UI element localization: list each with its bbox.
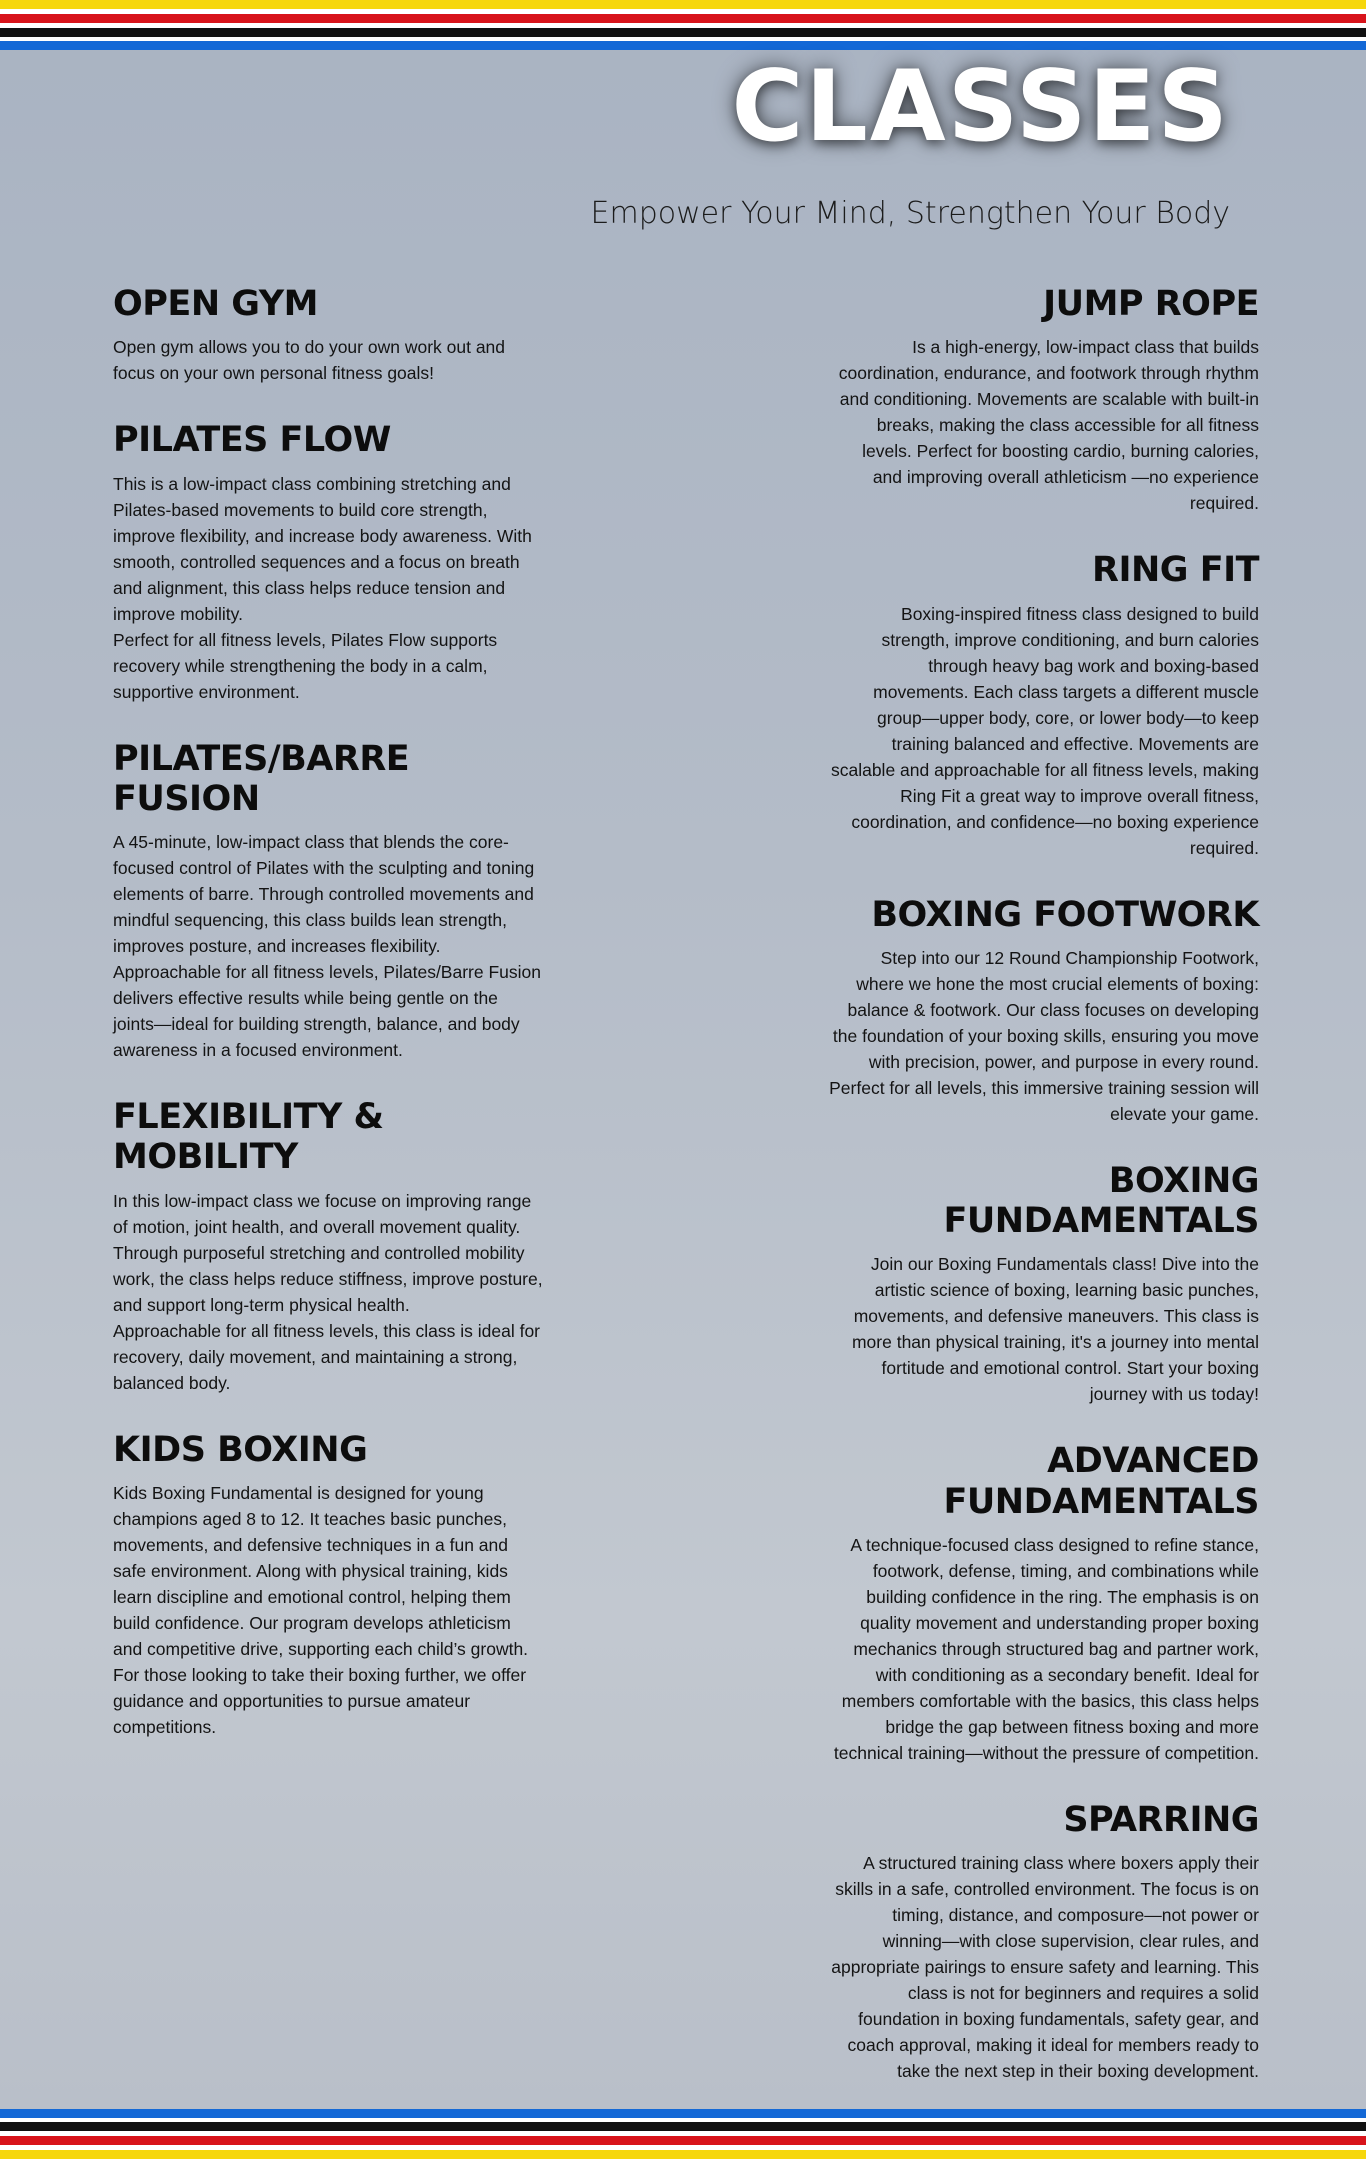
right-class-column: [829, 284, 1259, 2118]
class-title: FLEXIBILITY & MOBILITY: [113, 1097, 384, 1178]
class-description: Is a high-energy, low-impact class that builds coordination, endurance, and footwork through rhythm and conditioning. Movements are scalable with built-in breaks, making the class accessible for all fitness levels. Perfect for boosting cardio, burning calories, and improving overall athleticism —no experience required.: [838, 337, 1259, 514]
class-section: [113, 1097, 543, 1396]
class-description: Kids Boxing Fundamental is designed for young champions aged 8 to 12. It teaches basic punches, movements, and defensive techniques in a fun and safe environment. Along with physical training, kids learn discipline and emotional control, helping them build confidence. Our program develops athleticism and competitive drive, supporting each child’s growth. For those looking to take their boxing further, we offer guidance and opportunities to pursue amateur competitions.: [113, 1482, 529, 1737]
class-section: [829, 550, 1259, 860]
class-description: This is a low-impact class combining stretching and Pilates-based movements to build core strength, improve flexibility, and increase body awareness. With smooth, controlled sequences and a focus on breath and alignment, this class helps reduce tension and improve mobility.: [113, 473, 532, 624]
class-title: BOXING FOOTWORK: [871, 894, 1259, 935]
class-section: [829, 1161, 1259, 1408]
bottom-stripe-band: [0, 2109, 1366, 2159]
class-title: PILATES/BARRE FUSION: [113, 738, 410, 819]
stripe-red: [0, 14, 1366, 23]
class-section: [113, 739, 543, 1064]
class-title: JUMP ROPE: [1043, 284, 1259, 324]
class-description: Boxing-inspired fitness class designed to build strength, improve conditioning, and burn calories through heavy bag work and boxing-based movements. Each class targets a different muscle group—upper body, core, or lower body—to keep training balanced and effective. Movements are scalable and approachable for all fitness levels, making Ring Fit a great way to improve overall fitness, coordination, and confidence—no boxing experience required.: [830, 603, 1259, 858]
class-description: In this low-impact class we focuse on improving range of motion, joint health, and overall movement quality. Through purposeful stretching and controlled mobility work, the class helps reduce stiffness, improve posture, and support long-term physical health.: [113, 1190, 543, 1315]
class-description: Perfect for all fitness levels, Pilates Flow supports recovery while strengthening the body in a calm, supportive environment.: [113, 629, 498, 702]
stripe-blue: [0, 41, 1366, 50]
stripe-black: [0, 28, 1366, 37]
class-title: SPARRING: [1063, 1799, 1259, 1840]
class-description: Open gym allows you to do your own work out and focus on your own personal fitness goals!: [113, 337, 506, 384]
class-section: [829, 1441, 1259, 1766]
tagline: Empower Your Mind, Strengthen Your Body: [590, 196, 1230, 231]
stripe-blue: [0, 2109, 1366, 2118]
class-section: [829, 284, 1259, 516]
class-title: PILATES FLOW: [113, 420, 391, 461]
left-class-column: [113, 284, 543, 1774]
stripe-yellow: [0, 0, 1366, 9]
class-title: RING FIT: [1092, 550, 1259, 591]
stripe-red: [0, 2136, 1366, 2145]
class-section: [829, 895, 1259, 1127]
class-section: [113, 284, 543, 386]
class-title: BOXING FUNDAMENTALS: [943, 1160, 1259, 1241]
class-description: Approachable for all fitness levels, Pilates/Barre Fusion delivers effective results while being gentle on the joints—ideal for building strength, balance, and body awareness in a focused environment.: [113, 962, 541, 1060]
class-section: [113, 420, 543, 704]
class-description: A 45-minute, low-impact class that blends the core-focused control of Pilates with the sculpting and toning elements of barre. Through controlled movements and mindful sequencing, this class builds lean strength, improves posture, and increases flexibility.: [113, 832, 535, 956]
stripe-yellow: [0, 2150, 1366, 2159]
class-title: ADVANCED FUNDAMENTALS: [943, 1441, 1259, 1522]
class-description: A technique-focused class designed to refine stance, footwork, defense, timing, and combinations while building confidence in the ring. The emphasis is on quality movement and understanding proper boxing mechanics through structured bag and partner work, with conditioning as a secondary benefit. Ideal for members comfortable with the basics, this class helps bridge the gap between fitness boxing and more technical training—without the pressure of competition.: [833, 1534, 1259, 1763]
class-description: Approachable for all fitness levels, this class is ideal for recovery, daily movement, and maintaining a strong, balanced body.: [113, 1320, 541, 1393]
class-title: KIDS BOXING: [113, 1429, 368, 1470]
page-title: CLASSES: [731, 50, 1230, 164]
class-section: [113, 1430, 543, 1740]
class-description: A structured training class where boxers apply their skills in a safe, controlled environment. The focus is on timing, distance, and composure—not power or winning—with close supervision, clear rules, and appropriate pairings to ensure safety and learning. This class is not for beginners and requires a solid foundation in boxing fundamentals, safety gear, and coach approval, making it ideal for members ready to take the next step in their boxing development.: [831, 1853, 1259, 2081]
class-section: [829, 1800, 1259, 2084]
stripe-black: [0, 2122, 1366, 2131]
class-title: OPEN GYM: [113, 284, 318, 324]
class-description: Join our Boxing Fundamentals class! Dive into the artistic science of boxing, learning basic punches, movements, and defensive maneuvers. This class is more than physical training, it's a journey into mental fortitude and emotional control. Start your boxing journey with us today!: [851, 1254, 1259, 1405]
class-description: Step into our 12 Round Championship Footwork, where we hone the most crucial elements of boxing: balance & footwork. Our class focuses on developing the foundation of your boxing skills, ensuring you move with precision, power, and purpose in every round. Perfect for all levels, this immersive training session will elevate your game.: [829, 947, 1259, 1124]
top-stripe-band: [0, 0, 1366, 50]
